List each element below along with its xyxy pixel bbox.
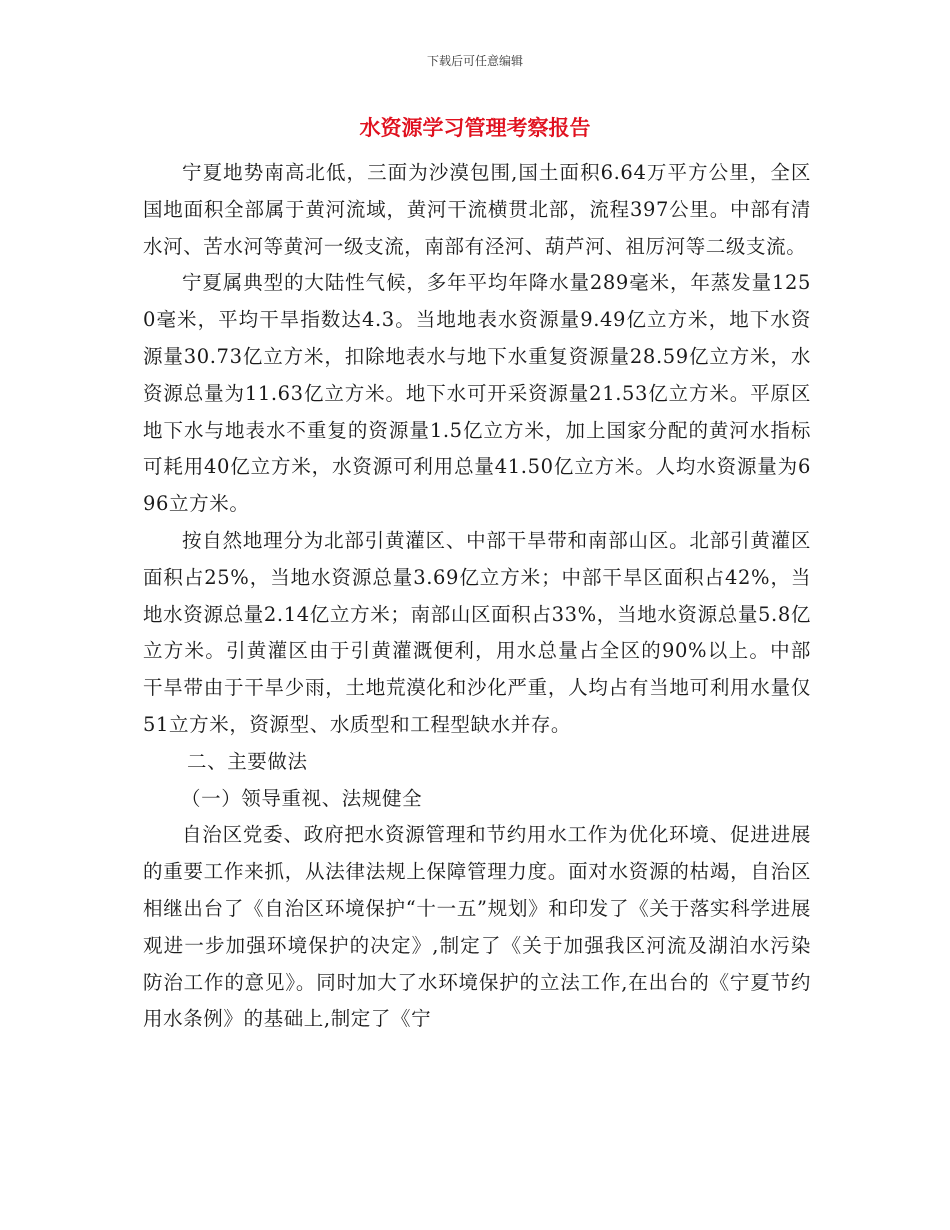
paragraph-regions: 按自然地理分为北部引黄灌区、中部干旱带和南部山区。北部引黄灌区面积占25%，当地水资源总量3.69亿立方米；中部干旱区面积占42%，当地水资源总量2.14亿立方米；南部山区面积占33%，当地水资源总量5.8亿立方米。引黄灌区由于引黄灌溉便利，用水总量占全区的90%以上。中部干旱带由于干旱少雨，土地荒漠化和沙化严重，人均占有当地可利用水量仅51立方米，资源型、水质型和工程型缺水并存。 <box>143 528 811 736</box>
paragraph-climate-water-resources: 宁夏属典型的大陆性气候，多年平均年降水量289毫米，年蒸发量1250毫米，平均干旱指数达4.3。当地地表水资源量9.49亿立方米，地下水资源量30.73亿立方米，扣除地表水与地下水重复资源量28.59亿立方米，水资源总量为11.63亿立方米。地下水可开采资源量21.53亿立方米。平原区地下水与地表水不重复的资源量1.5亿立方米，加上国家分配的黄河水指标可耗用40亿立方米，水资源可利用总量41.50亿立方米。人均水资源量为696立方米。 <box>143 271 811 516</box>
document-body <box>143 155 811 1038</box>
paragraph-policies: 自治区党委、政府把水资源管理和节约用水工作为优化环境、促进进展的重要工作来抓，从法律法规上保障管理力度。面对水资源的枯竭，自治区相继出台了《自治区环境保护“十一五”规划》和印发了《关于落实科学进展观进一步加强环境保护的决定》,制定了《关于加强我区河流及湖泊水污染防治工作的意见》。同时加大了水环境保护的立法工作,在出台的《宁夏节约用水条例》的基础上,制定了《宁 <box>143 823 811 1031</box>
document-title: 水资源学习管理考察报告 <box>359 116 591 140</box>
section-heading: 二、主要做法 <box>187 749 308 773</box>
paragraph-geography: 宁夏地势南高北低，三面为沙漠包围,国土面积6.64万平方公里，全区国地面积全部属于黄河流域，黄河干流横贯北部，流程397公里。中部有清水河、苦水河等黄河一级支流，南部有泾河、葫芦河、祖厉河等二级支流。 <box>143 161 811 258</box>
header-note: 下载后可任意编辑 <box>426 54 523 68</box>
subsection-heading: （一）领导重视、法规健全 <box>181 786 423 810</box>
